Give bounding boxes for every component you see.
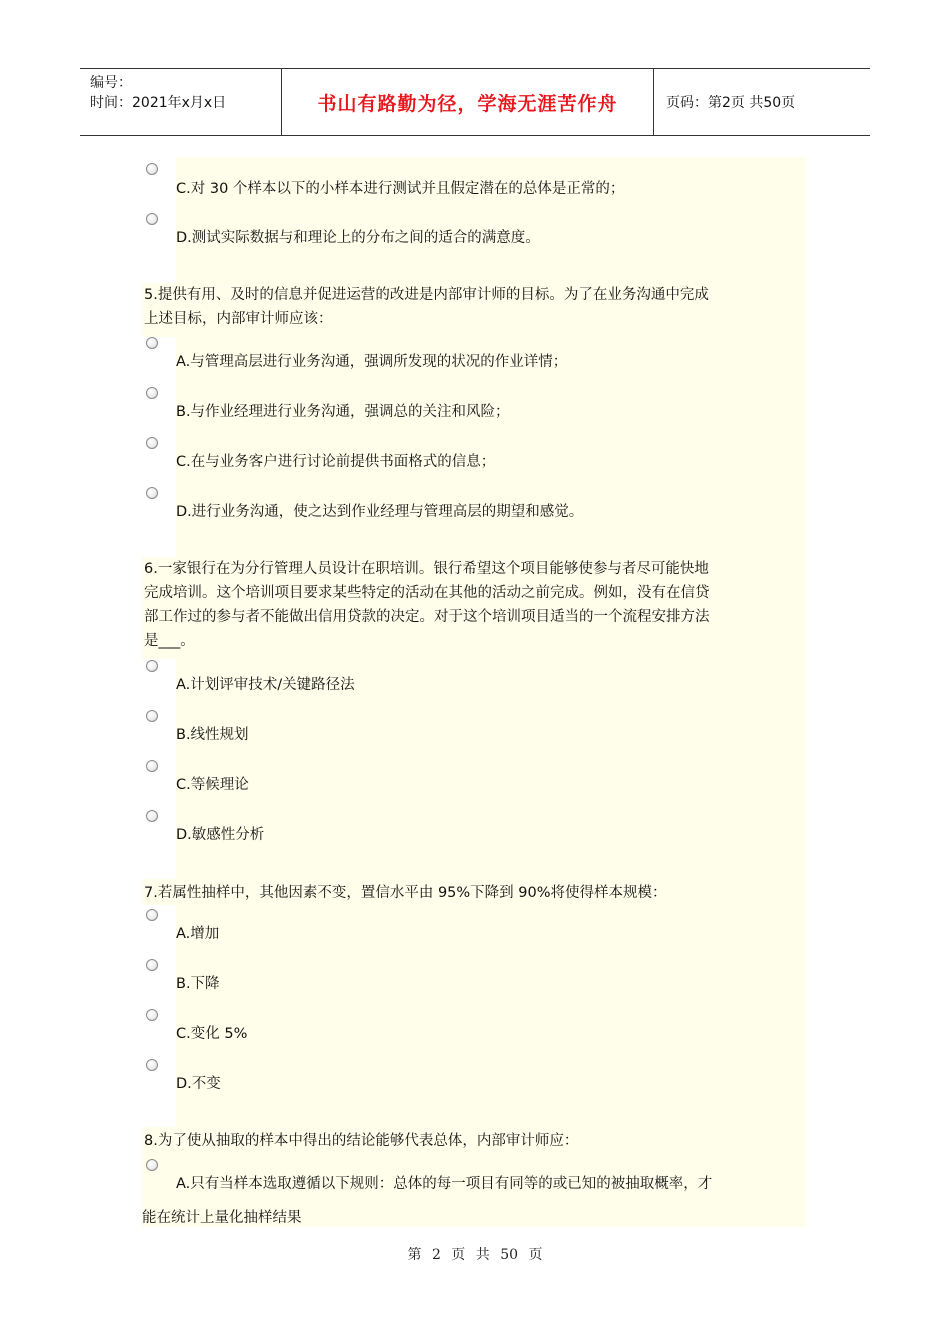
option-4d: D.测试实际数据与和理论上的分布之间的适合的满意度。 bbox=[176, 230, 540, 246]
radio-option-5b[interactable] bbox=[146, 387, 158, 399]
radio-option-4d[interactable] bbox=[146, 213, 158, 225]
option-6b: B.线性规划 bbox=[176, 727, 249, 743]
radio-option-5d[interactable] bbox=[146, 487, 158, 499]
question-8-line: 8.为了使从抽取的样本中得出的结论能够代表总体，内部审计师应： bbox=[144, 1133, 579, 1149]
radio-option-7b[interactable] bbox=[146, 959, 158, 971]
option-6c: C.等候理论 bbox=[176, 777, 249, 793]
question-6-line: 是___。 bbox=[144, 633, 195, 649]
option-5d: D.进行业务沟通，使之达到作业经理与管理高层的期望和感觉。 bbox=[176, 504, 584, 520]
radio-option-6c[interactable] bbox=[146, 760, 158, 772]
header-page-number: 页码：第2页 共50页 bbox=[666, 95, 796, 111]
radio-option-4c[interactable] bbox=[146, 163, 158, 175]
option-7a: A.增加 bbox=[176, 926, 220, 942]
radio-option-7d[interactable] bbox=[146, 1059, 158, 1071]
header-motto-cell bbox=[282, 69, 654, 135]
question-7 bbox=[144, 881, 806, 905]
option-6d: D.敏感性分析 bbox=[176, 827, 265, 843]
question-5-line: 5.提供有用、及时的信息并促进运营的改进是内部审计师的目标。为了在业务沟通中完成 bbox=[144, 287, 709, 303]
page-footer: 第 2 页 共 50 页 bbox=[407, 1247, 543, 1263]
option-6a: A.计划评审技术/关键路径法 bbox=[176, 677, 355, 693]
option-5a: A.与管理高层进行业务沟通，强调所发现的状况的作业详情； bbox=[176, 354, 568, 370]
option-5c: C.在与业务客户进行讨论前提供书面格式的信息； bbox=[176, 454, 496, 470]
radio-option-5a[interactable] bbox=[146, 337, 158, 349]
question-6-line: 完成培训。这个培训项目要求某些特定的活动在其他的活动之前完成。例如，没有在信贷 bbox=[144, 585, 710, 601]
page-header bbox=[80, 68, 870, 136]
radio-option-7c[interactable] bbox=[146, 1009, 158, 1021]
question-8 bbox=[144, 1129, 806, 1153]
question-6-line: 6.一家银行在为分行管理人员设计在职培训。银行希望这个项目能够使参与者尽可能快地 bbox=[144, 561, 709, 577]
option-4c: C.对 30 个样本以下的小样本进行测试并且假定潜在的总体是正常的； bbox=[176, 181, 625, 197]
question-5 bbox=[144, 283, 806, 331]
header-meta bbox=[80, 69, 282, 135]
radio-option-6a[interactable] bbox=[146, 660, 158, 672]
option-8a-line-2: 能在统计上量化抽样结果 bbox=[142, 1210, 302, 1226]
header-page-cell bbox=[654, 69, 870, 135]
option-7b: B.下降 bbox=[176, 976, 220, 992]
quiz-content bbox=[142, 157, 806, 1227]
question-7-line: 7.若属性抽样中，其他因素不变，置信水平由 95%下降到 90%将使得样本规模： bbox=[144, 885, 667, 901]
option-8a-line-1: A.只有当样本选取遵循以下规则：总体的每一项目有同等的或已知的被抽取概率，才 bbox=[176, 1176, 713, 1192]
document-date-label: 时间：2021年x月x日 bbox=[90, 95, 227, 111]
option-7d: D.不变 bbox=[176, 1076, 221, 1092]
question-6 bbox=[144, 557, 806, 653]
radio-option-8a[interactable] bbox=[146, 1159, 158, 1171]
radio-option-6b[interactable] bbox=[146, 710, 158, 722]
option-5b: B.与作业经理进行业务沟通，强调总的关注和风险； bbox=[176, 404, 510, 420]
radio-option-5c[interactable] bbox=[146, 437, 158, 449]
radio-option-6d[interactable] bbox=[146, 810, 158, 822]
question-5-line: 上述目标，内部审计师应该： bbox=[144, 311, 333, 327]
radio-option-7a[interactable] bbox=[146, 909, 158, 921]
option-7c: C.变化 5% bbox=[176, 1026, 248, 1042]
question-6-line: 部工作过的参与者不能做出信用贷款的决定。对于这个培训项目适当的一个流程安排方法 bbox=[144, 609, 710, 625]
header-motto: 书山有路勤为径，学海无涯苦作舟 bbox=[317, 92, 618, 115]
document-number-label: 编号： bbox=[90, 75, 132, 91]
